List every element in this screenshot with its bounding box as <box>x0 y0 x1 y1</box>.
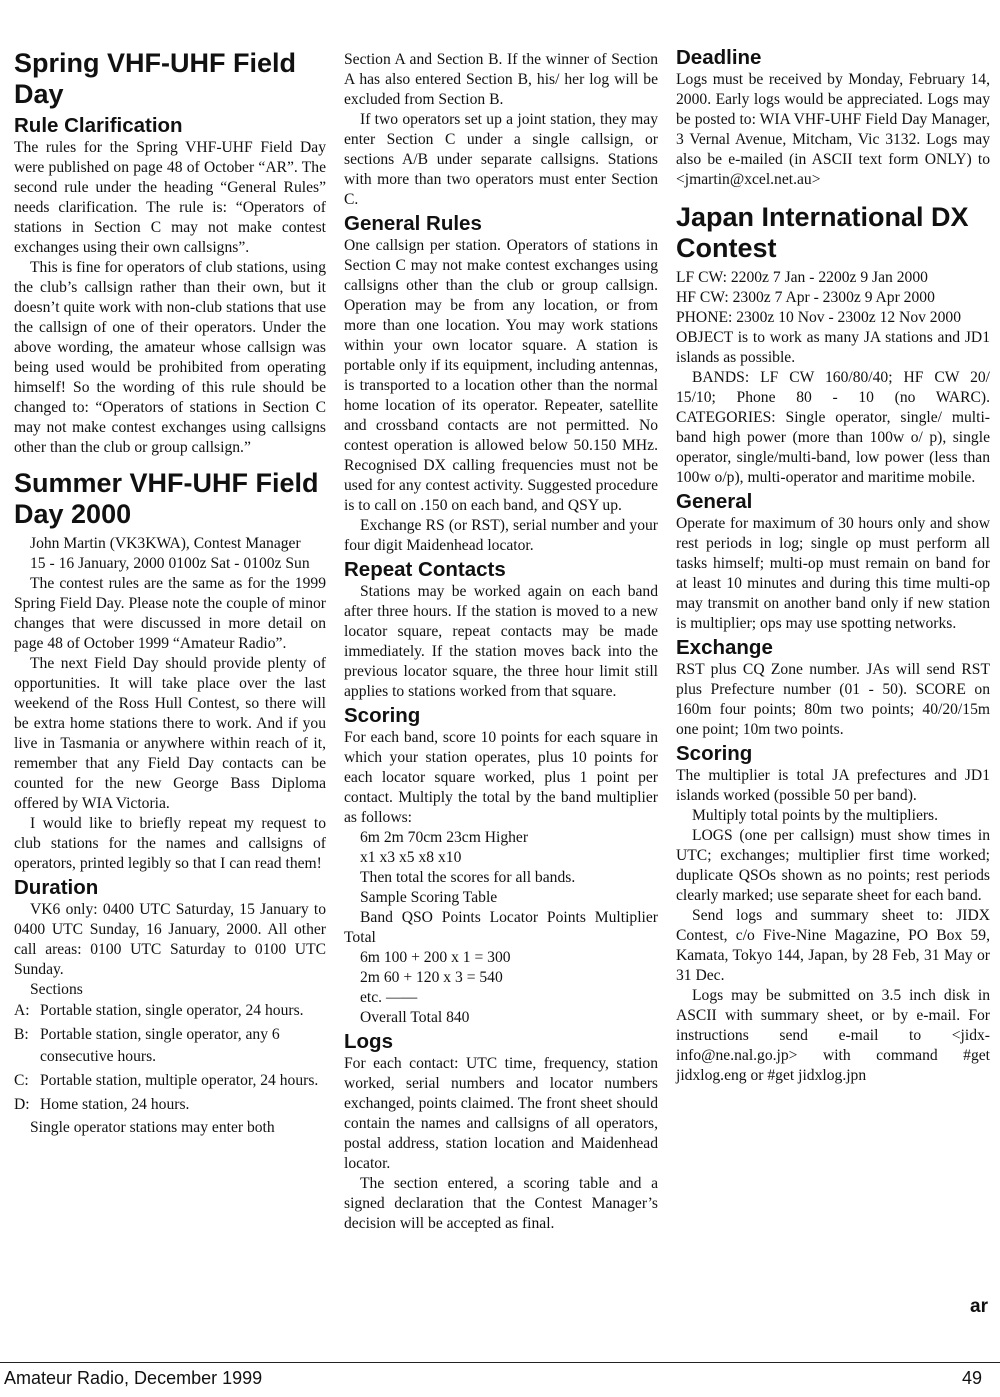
heading-duration: Duration <box>14 876 99 899</box>
end-mark: ar <box>970 1296 988 1317</box>
column-1 <box>14 44 326 1138</box>
sample-table-etc: etc. —— <box>360 989 418 1006</box>
paragraph: Logs may be submitted on 3.5 inch disk in ASCII with summary sheet, or by e-mail. For instructions send e-mail to <jidx-info@ne.nal.go.jp> with command #get jidxlog.eng or #get jidxlog.jpn <box>676 987 990 1084</box>
paragraph: Send logs and summary sheet to: JIDX Contest, c/o Five-Nine Magazine, PO Box 59, Kamata, Tokyo 144, Japan, by 28 Feb, 31 May or 31 Dec. <box>676 907 990 984</box>
heading-deadline: Deadline <box>676 46 762 69</box>
multiplier-bands: 6m 2m 70cm 23cm Higher <box>360 829 529 846</box>
section-item <box>14 1094 326 1116</box>
paragraph: The rules for the Spring VHF-UHF Field Day were published on page 48 of October “AR”. The second rule under the heading “General Rules” needs clarification. The rule is: “Operators of stations in Section C may not make contest exchanges using their own callsigns”. <box>14 139 326 256</box>
total-instruction: Then total the scores for all bands. <box>360 869 576 886</box>
section-text: Portable station, multiple operator, 24 hours. <box>40 1072 319 1089</box>
paragraph: OBJECT is to work as many JA stations and JD1 islands as possible. <box>676 329 990 366</box>
heading-scoring: Scoring <box>344 704 421 727</box>
heading-general: General <box>676 490 753 513</box>
section-text: Portable station, single operator, any 6 consecutive hours. <box>40 1026 280 1065</box>
footer-rule <box>0 1362 1000 1363</box>
heading-exchange: Exchange <box>676 636 773 659</box>
footer-publication: Amateur Radio, December 1999 <box>4 1368 263 1388</box>
paragraph: BANDS: LF CW 160/80/40; HF CW 20/ 15/10; Phone 80 - 10 (no WARC). CATEGORIES: Single operator, single/ multi-band high power (more than 100w o/ p), single operator, single/multi-band, low power (less than 100w o/p), multi-operator and maritime mobile. <box>676 369 990 486</box>
article-title-spring: Spring VHF-UHF Field Day <box>14 48 296 109</box>
section-item <box>14 1000 326 1022</box>
paragraph: Operate for maximum of 30 hours only and show rest periods in log; single op must perform all tasks himself; multi-op must remain on band for at least 10 minutes and during this time multi-op may transmit on another band only if new station is multiplier; ops may use spotting networks. <box>676 515 990 632</box>
section-label: A: <box>14 1002 30 1019</box>
sample-table-title: Sample Scoring Table <box>360 889 498 906</box>
paragraph: The section entered, a scoring table and a signed declaration that the Contest Manager’s decision will be accepted as final. <box>344 1175 658 1232</box>
paragraph: Stations may be worked again on each band after three hours. If the station is moved to a new locator square, repeat contacts may be made immediately. If the station moves back into the previous locator square, the three hour limit still applies to stations worked from that square. <box>344 583 658 700</box>
sample-table-header: Band QSO Points Locator Points Multiplier Total <box>344 909 658 946</box>
paragraph: The multiplier is total JA prefectures and JD1 islands worked (possible 50 per band). <box>676 767 990 804</box>
column-2 <box>344 44 658 1234</box>
article-title-japan: Japan International DX Contest <box>676 202 969 263</box>
heading-repeat-contacts: Repeat Contacts <box>344 558 506 581</box>
contest-period-hf-cw: HF CW: 2300z 7 Apr - 2300z 9 Apr 2000 <box>676 289 935 306</box>
article-title-summer: Summer VHF-UHF Field Day 2000 <box>14 468 319 529</box>
contest-dates: 15 - 16 January, 2000 0100z Sat - 0100z Sun <box>30 555 310 572</box>
paragraph: VK6 only: 0400 UTC Saturday, 15 January to 0400 UTC Sunday, 16 January, 2000. All other call areas: 0100 UTC Saturday to 0100 UTC Sunday. <box>14 901 326 978</box>
paragraph: The contest rules are the same as for the 1999 Spring Field Day. Please note the couple of minor changes that were discussed in more detail on page 48 of October 1999 “Amateur Radio”. <box>14 575 326 652</box>
section-item <box>14 1070 326 1092</box>
paragraph: For each contact: UTC time, frequency, station worked, serial numbers and locator numbers exchanged, points claimed. The front sheet should contain the names and callsigns of all operators, postal address, station location and Maidenhead locator. <box>344 1055 658 1172</box>
heading-general-rules: General Rules <box>344 212 482 235</box>
heading-logs: Logs <box>344 1030 393 1053</box>
paragraph: This is fine for operators of club stations, using the club’s callsign rather than their own, but it doesn’t quite work with non-club stations that use the callsign of one of their operators. Under the above wording, the amateur whose callsign was being used would be prohibited from operating himself! So the wording of this rule should be changed to: “Operators of stations in Section C may not make contest exchanges using callsigns other than the club or group callsign.” <box>14 259 326 456</box>
paragraph: Section A and Section B. If the winner of Section A has also entered Section B, his/ her log will be excluded from Section B. <box>344 51 658 108</box>
paragraph: One callsign per station. Operators of stations in Section C may not make contest exchanges using callsigns other than the club or group callsign. Operation may be from any location, or from more than one location. You may work stations within your own locator square. A station is portable only if its equipment, including antennas, is transported to a location other than the normal home location of its operator. Repeater, satellite and crossband contacts are not permitted. No contest operation is allowed below 50.150 MHz. Recognised DX calling frequencies must not be used for any contest activity. Suggested procedure is to call on .150 on each band, and QSY up. <box>344 237 658 514</box>
section-label: D: <box>14 1096 30 1113</box>
paragraph: The next Field Day should provide plenty of opportunities. It will take place over the last weekend of the Ross Hull Contest, so there will be extra home stations there to work. And if you live in Tasmania or anywhere within reach of it, remember that any Field Day contacts can be counted for the new George Bass Diploma offered by WIA Victoria. <box>14 655 326 812</box>
paragraph: LOGS (one per callsign) must show times in UTC; exchanges; multiplier first time worked; duplicate QSOs shown as no points; rest periods clearly marked; use separate sheet for each band. <box>676 827 990 904</box>
column-3 <box>676 44 990 1086</box>
page-number: 49 <box>961 1368 982 1388</box>
contest-period-phone: PHONE: 2300z 10 Nov - 2300z 12 Nov 2000 <box>676 309 961 326</box>
paragraph: Exchange RS (or RST), serial number and your four digit Maidenhead locator. <box>344 517 658 554</box>
sections-label: Sections <box>30 981 83 998</box>
section-text: Portable station, single operator, 24 hours. <box>40 1002 304 1019</box>
sample-table-row: 6m 100 + 200 x 1 = 300 <box>360 949 511 966</box>
section-label: C: <box>14 1072 29 1089</box>
heading-scoring: Scoring <box>676 742 753 765</box>
paragraph: RST plus CQ Zone number. JAs will send RST plus Prefecture number (01 - 50). SCORE on 160m four points; 80m two points; 40/20/15m one point; 10m two points. <box>676 661 990 738</box>
overall-total: Overall Total 840 <box>360 1009 470 1026</box>
paragraph: For each band, score 10 points for each square in which your station operates, plus 10 points for each locator square worked, plus 1 point per contact. Multiply the total by the band multiplier as follows: <box>344 729 658 826</box>
paragraph: Logs must be received by Monday, February 14, 2000. Early logs would be appreciated. Logs may be posted to: WIA VHF-UHF Field Day Manager, 3 Vernal Avenue, Mitcham, Vic 3132. Logs may also be e-mailed (in ASCII text form ONLY) to <jmartin@xcel.net.au> <box>676 71 990 188</box>
paragraph: If two operators set up a joint station, they may enter Section C under a single callsign, or sections A/B under separate callsigns. Stations with more than two operators must enter Section C. <box>344 111 658 208</box>
section-text: Home station, 24 hours. <box>40 1096 190 1113</box>
sample-table-row: 2m 60 + 120 x 3 = 540 <box>360 969 503 986</box>
byline: John Martin (VK3KWA), Contest Manager <box>30 535 301 552</box>
section-item <box>14 1024 326 1068</box>
section-label: B: <box>14 1026 29 1043</box>
heading-rule-clarification: Rule Clarification <box>14 114 183 137</box>
paragraph: I would like to briefly repeat my request to club stations for the names and callsigns of operators, printed legibly so that I can read them! <box>14 815 326 872</box>
contest-period-lf-cw: LF CW: 2200z 7 Jan - 2200z 9 Jan 2000 <box>676 269 928 286</box>
paragraph: Multiply total points by the multipliers. <box>692 807 939 824</box>
multiplier-values: x1 x3 x5 x8 x10 <box>360 849 462 866</box>
paragraph: Single operator stations may enter both <box>30 1119 275 1136</box>
